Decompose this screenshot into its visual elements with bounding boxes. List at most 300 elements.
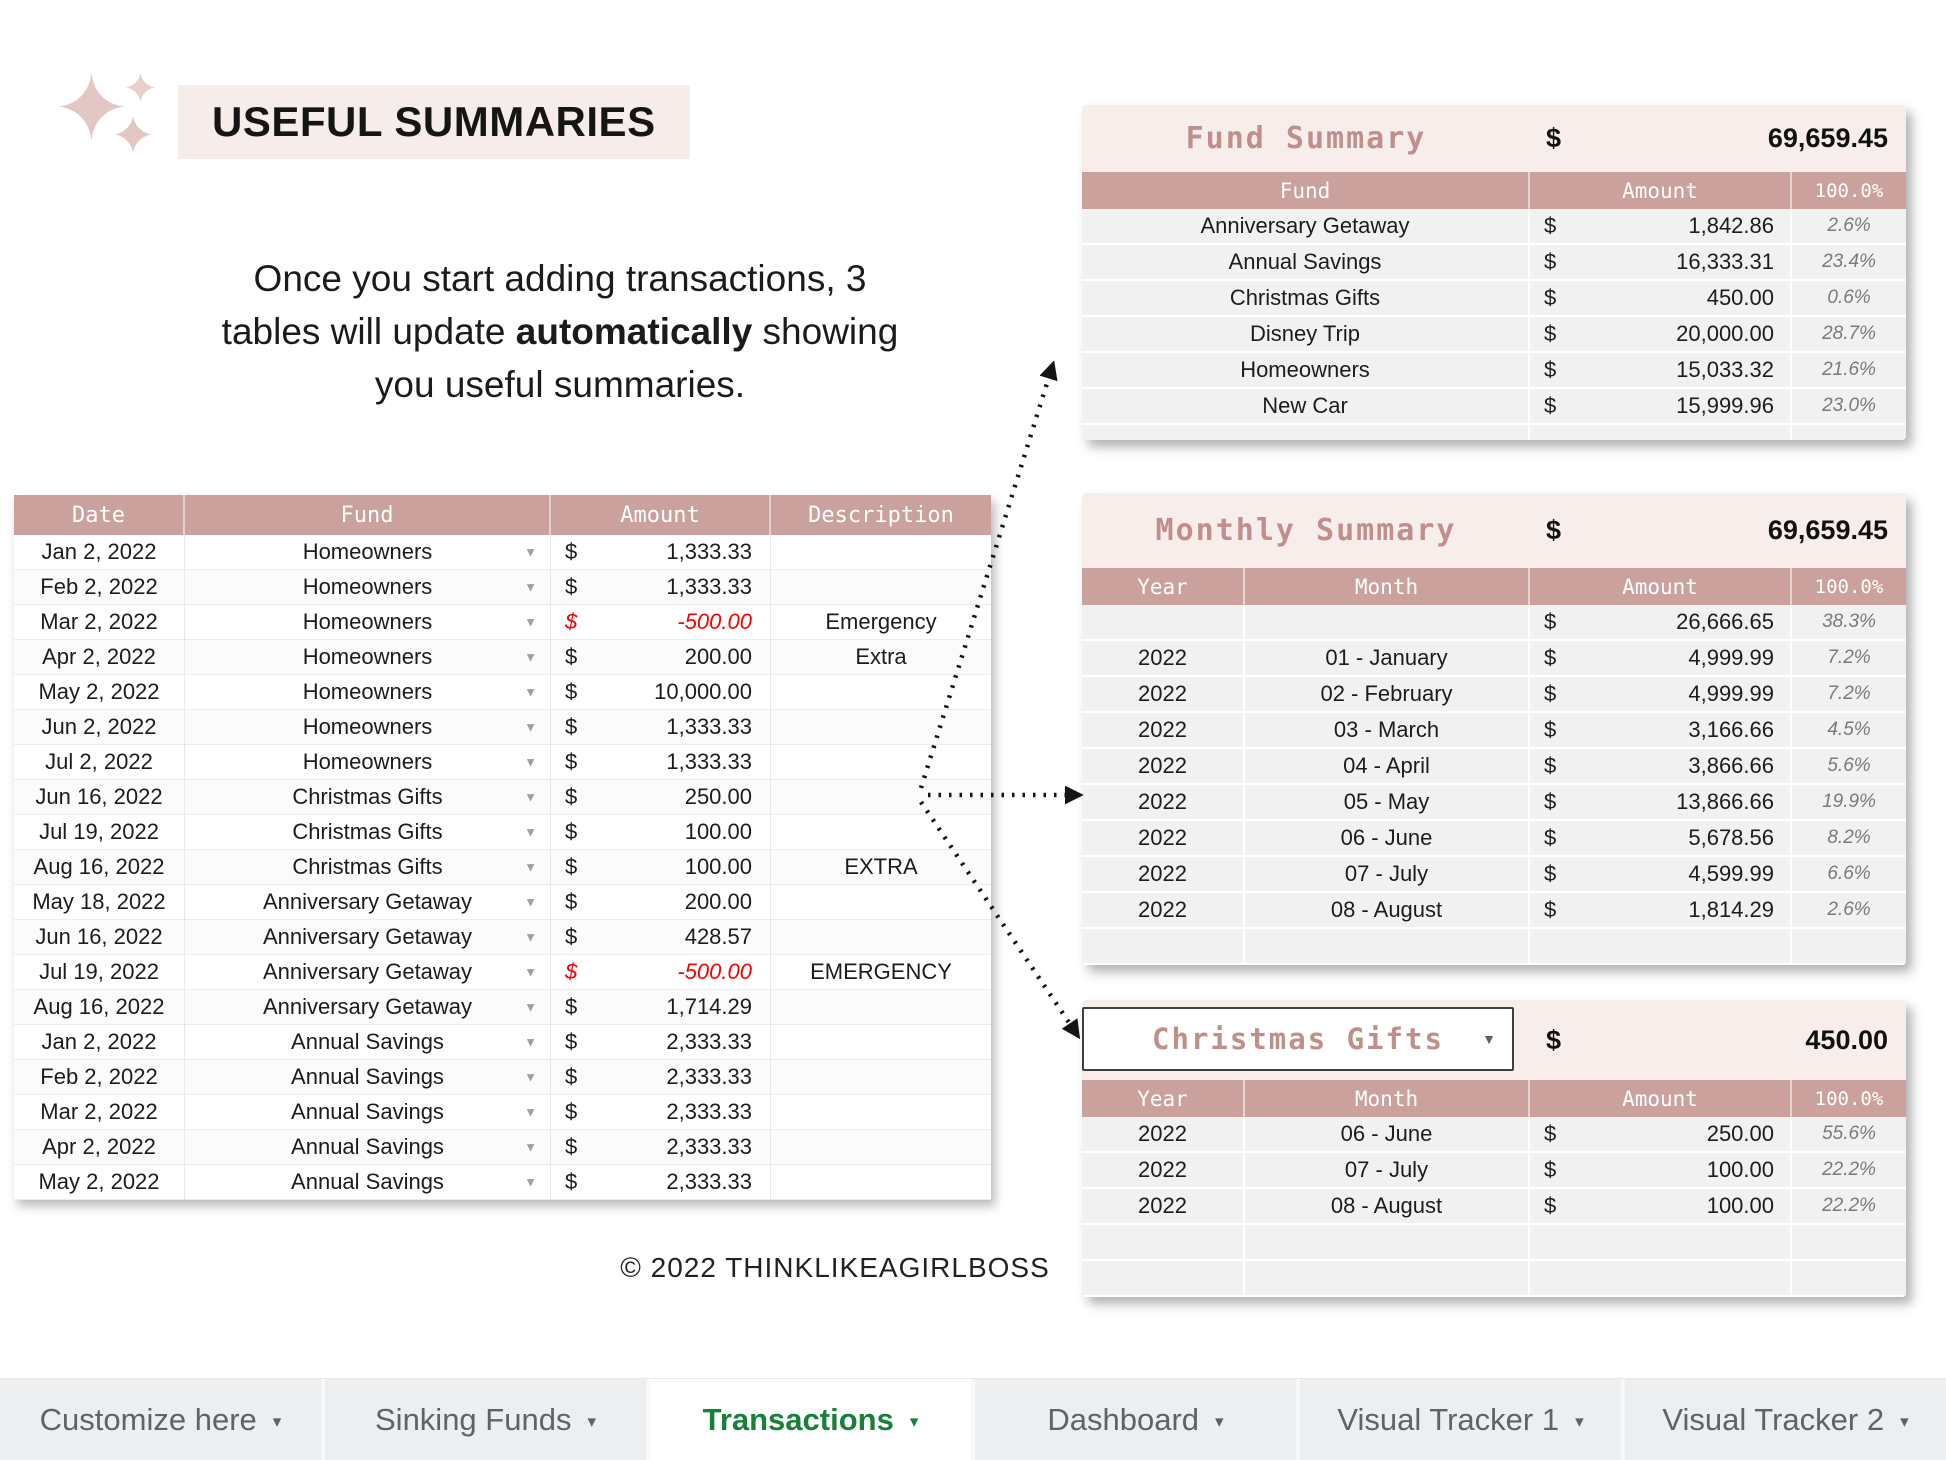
fund-value: Annual Savings	[291, 1029, 444, 1054]
cell-percent: 7.2%	[1827, 683, 1871, 704]
fund-filter-row	[1082, 1189, 1906, 1225]
cell-description	[771, 780, 991, 814]
cell-date: Aug 16, 2022	[14, 850, 185, 884]
dropdown-arrow-icon[interactable]: ▼	[524, 684, 537, 700]
cell-year: 2022	[1082, 713, 1245, 747]
cell-percent	[1792, 1261, 1906, 1295]
cell-date: Jul 19, 2022	[14, 815, 185, 849]
cell-date: Feb 2, 2022	[14, 1060, 185, 1094]
currency-symbol: $	[1544, 861, 1557, 886]
cell-amount	[1530, 1189, 1792, 1223]
cell-amount	[1530, 1261, 1792, 1295]
fund-filter-row	[1082, 1117, 1906, 1153]
sheet-tab-label: Customize here	[39, 1401, 257, 1437]
transaction-row	[14, 710, 991, 745]
currency-symbol: $	[1544, 1193, 1557, 1218]
transactions-header-row	[14, 495, 991, 535]
currency-symbol: $	[565, 714, 578, 739]
cell-year: 2022	[1082, 893, 1245, 927]
fund-summary-row	[1082, 209, 1906, 245]
monthly-summary-row	[1082, 857, 1906, 893]
fund-summary-row	[1082, 281, 1906, 317]
amount-value: 3,166.66	[1688, 717, 1774, 742]
currency-symbol: $	[565, 644, 578, 669]
cell-description	[771, 1095, 991, 1129]
cell-amount	[1530, 641, 1792, 675]
cell-amount	[1530, 317, 1792, 351]
dropdown-arrow-icon[interactable]: ▼	[524, 894, 537, 910]
cell-amount	[551, 780, 771, 814]
transaction-row	[14, 1025, 991, 1060]
amount-value: 4,999.99	[1688, 681, 1774, 706]
amount-value: 2,333.33	[666, 1029, 752, 1054]
amount-value: -500.00	[677, 609, 752, 634]
cell-fund	[185, 850, 551, 884]
transaction-row	[14, 1165, 991, 1200]
currency-symbol: $	[565, 1099, 578, 1124]
amount-value: 15,999.96	[1676, 393, 1774, 418]
monthly-summary-title-band	[1082, 493, 1906, 568]
amount-value: -500.00	[677, 959, 752, 984]
cell-month	[1245, 605, 1530, 639]
currency-symbol: $	[565, 1134, 578, 1159]
sheet-tab-sinking-funds[interactable]	[325, 1379, 650, 1460]
amount-value: 200.00	[684, 644, 752, 669]
dropdown-arrow-icon[interactable]: ▼	[524, 1034, 537, 1050]
cell-description	[771, 1165, 991, 1199]
cell-description	[771, 745, 991, 779]
cell-description	[771, 920, 991, 954]
column-header-amount: Amount	[1530, 172, 1792, 209]
cell-amount	[551, 710, 771, 744]
cell-fund: Disney Trip	[1082, 317, 1530, 351]
cell-amount	[551, 570, 771, 604]
currency-symbol: $	[565, 889, 578, 914]
amount-value: 16,333.31	[1676, 249, 1774, 274]
column-header-100-0: 100.0%	[1814, 1087, 1884, 1110]
cell-month	[1245, 929, 1530, 963]
cell-description: Emergency	[825, 609, 937, 634]
cell-percent: 19.9%	[1822, 791, 1876, 812]
amount-value: 2,333.33	[666, 1064, 752, 1089]
transaction-row	[14, 990, 991, 1025]
amount-value: 5,678.56	[1688, 825, 1774, 850]
fund-filter-table	[1082, 1000, 1906, 1297]
cell-amount	[1530, 929, 1792, 963]
currency-symbol: $	[1544, 753, 1557, 778]
cell-fund	[185, 745, 551, 779]
fund-value: Annual Savings	[291, 1064, 444, 1089]
cell-year: 2022	[1082, 785, 1245, 819]
chevron-down-icon: ▾	[587, 1412, 596, 1431]
cell-date: Jan 2, 2022	[14, 535, 185, 569]
cell-fund	[185, 710, 551, 744]
currency-symbol: $	[565, 854, 578, 879]
dropdown-arrow-icon[interactable]: ▼	[524, 1174, 537, 1190]
currency-symbol: $	[565, 1169, 578, 1194]
sheet-tab-visual-tracker-1[interactable]	[1300, 1379, 1625, 1460]
sheet-tab-label: Visual Tracker 2	[1662, 1401, 1885, 1437]
amount-value: 15,033.32	[1676, 357, 1774, 382]
cell-amount	[1530, 1117, 1792, 1151]
cell-month: 08 - August	[1245, 1189, 1530, 1223]
cell-fund	[185, 815, 551, 849]
dropdown-arrow-icon[interactable]: ▼	[524, 1139, 537, 1155]
fund-summary-title: Fund Summary	[1185, 121, 1427, 156]
cell-description: EXTRA	[844, 854, 918, 879]
cell-amount	[551, 955, 771, 989]
currency-symbol: $	[565, 994, 578, 1019]
cell-fund: New Car	[1082, 389, 1530, 423]
transaction-row	[14, 675, 991, 710]
currency-symbol: $	[565, 1029, 578, 1054]
cell-fund	[1082, 425, 1530, 440]
currency-symbol: $	[565, 609, 578, 634]
monthly-summary-row	[1082, 641, 1906, 677]
cell-amount	[1530, 209, 1792, 243]
dropdown-arrow-icon[interactable]: ▼	[524, 999, 537, 1015]
dropdown-arrow-icon[interactable]: ▼	[524, 754, 537, 770]
transaction-row	[14, 535, 991, 570]
cell-date: Mar 2, 2022	[14, 605, 185, 639]
empty-row	[1082, 929, 1906, 965]
sheet-tab-dashboard[interactable]	[975, 1379, 1300, 1460]
column-header-fund: Fund	[185, 495, 551, 535]
monthly-summary-column-headers	[1082, 568, 1906, 605]
cell-date: Apr 2, 2022	[14, 1130, 185, 1164]
amount-value: 20,000.00	[1676, 321, 1774, 346]
cell-year	[1082, 1225, 1245, 1259]
chevron-down-icon: ▾	[909, 1412, 919, 1431]
amount-value: 13,866.66	[1676, 789, 1774, 814]
currency-symbol: $	[565, 819, 578, 844]
cell-percent: 22.2%	[1822, 1195, 1876, 1216]
sheet-tab-transactions[interactable]	[650, 1379, 975, 1460]
cell-date: Feb 2, 2022	[14, 570, 185, 604]
intro-line-1: Once you start adding transactions, 3	[253, 258, 867, 299]
transaction-row	[14, 605, 991, 640]
fund-filter-title-band	[1082, 1000, 1906, 1080]
monthly-summary-currency: $	[1546, 515, 1562, 545]
fund-summary-row	[1082, 389, 1906, 425]
cell-percent: 2.6%	[1827, 215, 1871, 236]
cell-amount	[1530, 1225, 1792, 1259]
dropdown-arrow-icon[interactable]: ▼	[524, 964, 537, 980]
chevron-down-icon: ▾	[272, 1412, 282, 1431]
cell-year	[1082, 1261, 1245, 1295]
cell-amount	[551, 885, 771, 919]
intro-line-3: you useful summaries.	[374, 364, 746, 405]
dropdown-arrow-icon[interactable]: ▼	[524, 1104, 537, 1120]
fund-value: Anniversary Getaway	[262, 994, 473, 1019]
cell-fund	[185, 570, 551, 604]
cell-date: May 2, 2022	[14, 1165, 185, 1199]
transaction-row	[14, 780, 991, 815]
intro-line-2: tables will update automatically showing	[221, 311, 899, 352]
monthly-summary-row	[1082, 785, 1906, 821]
fund-summary-currency: $	[1546, 123, 1562, 153]
transaction-row	[14, 815, 991, 850]
amount-value: 3,866.66	[1688, 753, 1774, 778]
cell-month	[1245, 1225, 1530, 1259]
transaction-row	[14, 1060, 991, 1095]
cell-description	[771, 1060, 991, 1094]
cell-month: 01 - January	[1245, 641, 1530, 675]
amount-value: 2,333.33	[666, 1169, 752, 1194]
cell-year: 2022	[1082, 677, 1245, 711]
cell-percent: 7.2%	[1827, 647, 1871, 668]
cell-fund: Christmas Gifts	[1082, 281, 1530, 315]
amount-value: 250.00	[1706, 1121, 1774, 1146]
cell-fund	[185, 920, 551, 954]
dropdown-arrow-icon[interactable]: ▼	[524, 859, 537, 875]
sparkle-small-icon	[126, 73, 156, 103]
currency-symbol: $	[1544, 645, 1557, 670]
cell-description	[771, 1025, 991, 1059]
cell-amount	[551, 745, 771, 779]
currency-symbol: $	[565, 574, 578, 599]
cell-amount	[551, 1165, 771, 1199]
cell-percent: 55.6%	[1822, 1123, 1876, 1144]
fund-value: Homeowners	[302, 539, 433, 564]
sheet-tab-label: Sinking Funds	[375, 1401, 572, 1437]
cell-month: 02 - February	[1245, 677, 1530, 711]
amount-value: 1,333.33	[666, 539, 752, 564]
cell-fund	[185, 535, 551, 569]
monthly-summary-row	[1082, 713, 1906, 749]
cell-percent: 23.4%	[1822, 251, 1876, 272]
column-header-amount: Amount	[1530, 568, 1792, 605]
cell-description	[771, 1130, 991, 1164]
cell-fund	[185, 780, 551, 814]
cell-amount	[551, 640, 771, 674]
empty-row	[1082, 1225, 1906, 1261]
title-banner	[178, 85, 690, 159]
fund-value: Homeowners	[302, 644, 433, 669]
fund-value: Homeowners	[302, 574, 433, 599]
column-header-description: Description	[808, 502, 954, 528]
currency-symbol: $	[1544, 681, 1557, 706]
column-header-fund: Fund	[1082, 172, 1530, 209]
transaction-row	[14, 955, 991, 990]
cell-amount	[1530, 389, 1792, 423]
amount-value: 450.00	[1706, 285, 1774, 310]
empty-row	[1082, 425, 1906, 440]
currency-symbol: $	[565, 784, 578, 809]
cell-month: 06 - June	[1245, 821, 1530, 855]
transaction-row	[14, 1095, 991, 1130]
cell-month: 06 - June	[1245, 1117, 1530, 1151]
cell-description	[771, 990, 991, 1024]
dropdown-arrow-icon[interactable]: ▼	[524, 824, 537, 840]
cell-month: 03 - March	[1245, 713, 1530, 747]
cell-fund	[185, 885, 551, 919]
fund-value: Anniversary Getaway	[262, 959, 473, 984]
amount-value: 26,666.65	[1676, 609, 1774, 634]
cell-year: 2022	[1082, 749, 1245, 783]
copyright-text: © 2022 THINKLIKEAGIRLBOSS	[620, 1252, 1050, 1283]
fund-summary-body	[1082, 209, 1906, 440]
amount-value: 1,333.33	[666, 574, 752, 599]
monthly-summary-body	[1082, 605, 1906, 965]
cell-amount	[551, 990, 771, 1024]
column-header-year: Year	[1082, 568, 1245, 605]
fund-value: Christmas Gifts	[292, 784, 443, 809]
cell-fund	[185, 1060, 551, 1094]
cell-amount	[551, 920, 771, 954]
cell-fund	[185, 990, 551, 1024]
cell-date: May 2, 2022	[14, 675, 185, 709]
amount-value: 2,333.33	[666, 1099, 752, 1124]
cell-percent: 8.2%	[1827, 827, 1871, 848]
cell-percent: 21.6%	[1822, 359, 1876, 380]
transaction-row	[14, 570, 991, 605]
sheet-tab-customize-here[interactable]	[0, 1379, 325, 1460]
cell-amount	[1530, 785, 1792, 819]
monthly-summary-row	[1082, 749, 1906, 785]
dropdown-arrow-icon[interactable]: ▼	[524, 579, 537, 595]
cell-fund	[185, 1130, 551, 1164]
currency-symbol: $	[1544, 249, 1557, 274]
dropdown-arrow-icon[interactable]: ▼	[524, 614, 537, 630]
cell-fund	[185, 640, 551, 674]
cell-percent	[1792, 425, 1906, 440]
amount-value: 1,714.29	[666, 994, 752, 1019]
column-header-month: Month	[1245, 568, 1530, 605]
transactions-table	[14, 495, 991, 1200]
fund-value: Homeowners	[302, 609, 433, 634]
cell-month: 07 - July	[1245, 857, 1530, 891]
cell-date: Jul 19, 2022	[14, 955, 185, 989]
sparkle-large-icon	[58, 73, 124, 141]
sheet-tab-label: Dashboard	[1047, 1401, 1200, 1437]
amount-value: 250.00	[684, 784, 752, 809]
transaction-row	[14, 640, 991, 675]
cell-year: 2022	[1082, 857, 1245, 891]
cell-amount	[551, 675, 771, 709]
cell-amount	[1530, 245, 1792, 279]
cell-year: 2022	[1082, 821, 1245, 855]
sheet-tab-label: Visual Tracker 1	[1337, 1401, 1560, 1437]
page-title: USEFUL SUMMARIES	[212, 98, 656, 145]
cell-amount	[1530, 893, 1792, 927]
cell-date: Mar 2, 2022	[14, 1095, 185, 1129]
cell-amount	[551, 1130, 771, 1164]
cell-date: Jun 2, 2022	[14, 710, 185, 744]
currency-symbol: $	[565, 959, 578, 984]
cell-date: Apr 2, 2022	[14, 640, 185, 674]
amount-value: 2,333.33	[666, 1134, 752, 1159]
monthly-summary-row	[1082, 893, 1906, 929]
fund-filter-currency: $	[1546, 1024, 1562, 1055]
cell-month: 04 - April	[1245, 749, 1530, 783]
transaction-row	[14, 920, 991, 955]
fund-summary-total: 69,659.45	[1767, 123, 1888, 153]
dropdown-arrow-icon[interactable]: ▼	[524, 544, 537, 560]
cell-percent	[1792, 1225, 1906, 1259]
amount-value: 1,814.29	[1688, 897, 1774, 922]
amount-value: 100.00	[1706, 1157, 1774, 1182]
cell-description	[771, 885, 991, 919]
cell-description	[771, 535, 991, 569]
cell-year: 2022	[1082, 1153, 1245, 1187]
cell-amount	[551, 1025, 771, 1059]
amount-value: 4,599.99	[1688, 861, 1774, 886]
column-header-month: Month	[1245, 1080, 1530, 1117]
cell-percent: 38.3%	[1822, 611, 1876, 632]
fund-summary-row	[1082, 245, 1906, 281]
currency-symbol: $	[1544, 213, 1557, 238]
currency-symbol: $	[1544, 1121, 1557, 1146]
cell-year	[1082, 929, 1245, 963]
cell-percent: 23.0%	[1822, 395, 1876, 416]
cell-amount	[551, 605, 771, 639]
cell-month: 05 - May	[1245, 785, 1530, 819]
dropdown-arrow-icon[interactable]: ▼	[524, 1069, 537, 1085]
dropdown-arrow-icon[interactable]: ▼	[524, 649, 537, 665]
fund-filter-dropdown[interactable]	[1082, 1007, 1514, 1071]
cell-fund	[185, 955, 551, 989]
currency-symbol: $	[565, 539, 578, 564]
currency-symbol: $	[1544, 321, 1557, 346]
currency-symbol: $	[1544, 717, 1557, 742]
currency-symbol: $	[565, 1064, 578, 1089]
dropdown-arrow-icon[interactable]: ▼	[524, 929, 537, 945]
amount-value: 100.00	[684, 819, 752, 844]
transaction-row	[14, 885, 991, 920]
fund-value: Christmas Gifts	[292, 819, 443, 844]
sheet-tab-label: Transactions	[702, 1401, 894, 1437]
column-header-date: Date	[14, 495, 185, 535]
monthly-summary-title: Monthly Summary	[1155, 513, 1457, 548]
sheet-tab-visual-tracker-2[interactable]	[1625, 1379, 1946, 1460]
amount-value: 4,999.99	[1688, 645, 1774, 670]
cell-amount	[1530, 281, 1792, 315]
cell-amount	[551, 535, 771, 569]
currency-symbol: $	[1544, 789, 1557, 814]
dropdown-arrow-icon[interactable]: ▼	[524, 789, 537, 805]
cell-year: 2022	[1082, 1189, 1245, 1223]
sheet-tabs	[0, 1378, 1946, 1460]
amount-value: 100.00	[684, 854, 752, 879]
fund-summary-row	[1082, 353, 1906, 389]
currency-symbol: $	[1544, 609, 1557, 634]
cell-percent: 22.2%	[1822, 1159, 1876, 1180]
cell-fund: Anniversary Getaway	[1082, 209, 1530, 243]
currency-symbol: $	[565, 924, 578, 949]
monthly-summary-row	[1082, 821, 1906, 857]
dropdown-arrow-icon[interactable]: ▼	[524, 719, 537, 735]
chevron-down-icon: ▾	[1575, 1412, 1584, 1431]
cell-amount	[551, 1060, 771, 1094]
cell-month: 08 - August	[1245, 893, 1530, 927]
currency-symbol: $	[565, 749, 578, 774]
transaction-row	[14, 1130, 991, 1165]
transactions-body	[14, 535, 991, 1200]
amount-value: 10,000.00	[654, 679, 752, 704]
transaction-row	[14, 745, 991, 780]
cell-year: 2022	[1082, 641, 1245, 675]
cell-percent: 2.6%	[1827, 899, 1871, 920]
cell-amount	[1530, 857, 1792, 891]
currency-symbol: $	[1544, 1157, 1557, 1182]
fund-filter-column-headers	[1082, 1080, 1906, 1117]
fund-summary-table	[1082, 105, 1906, 440]
currency-symbol: $	[565, 679, 578, 704]
monthly-summary-table	[1082, 493, 1906, 965]
empty-row	[1082, 1261, 1906, 1297]
cell-percent: 4.5%	[1827, 719, 1871, 740]
